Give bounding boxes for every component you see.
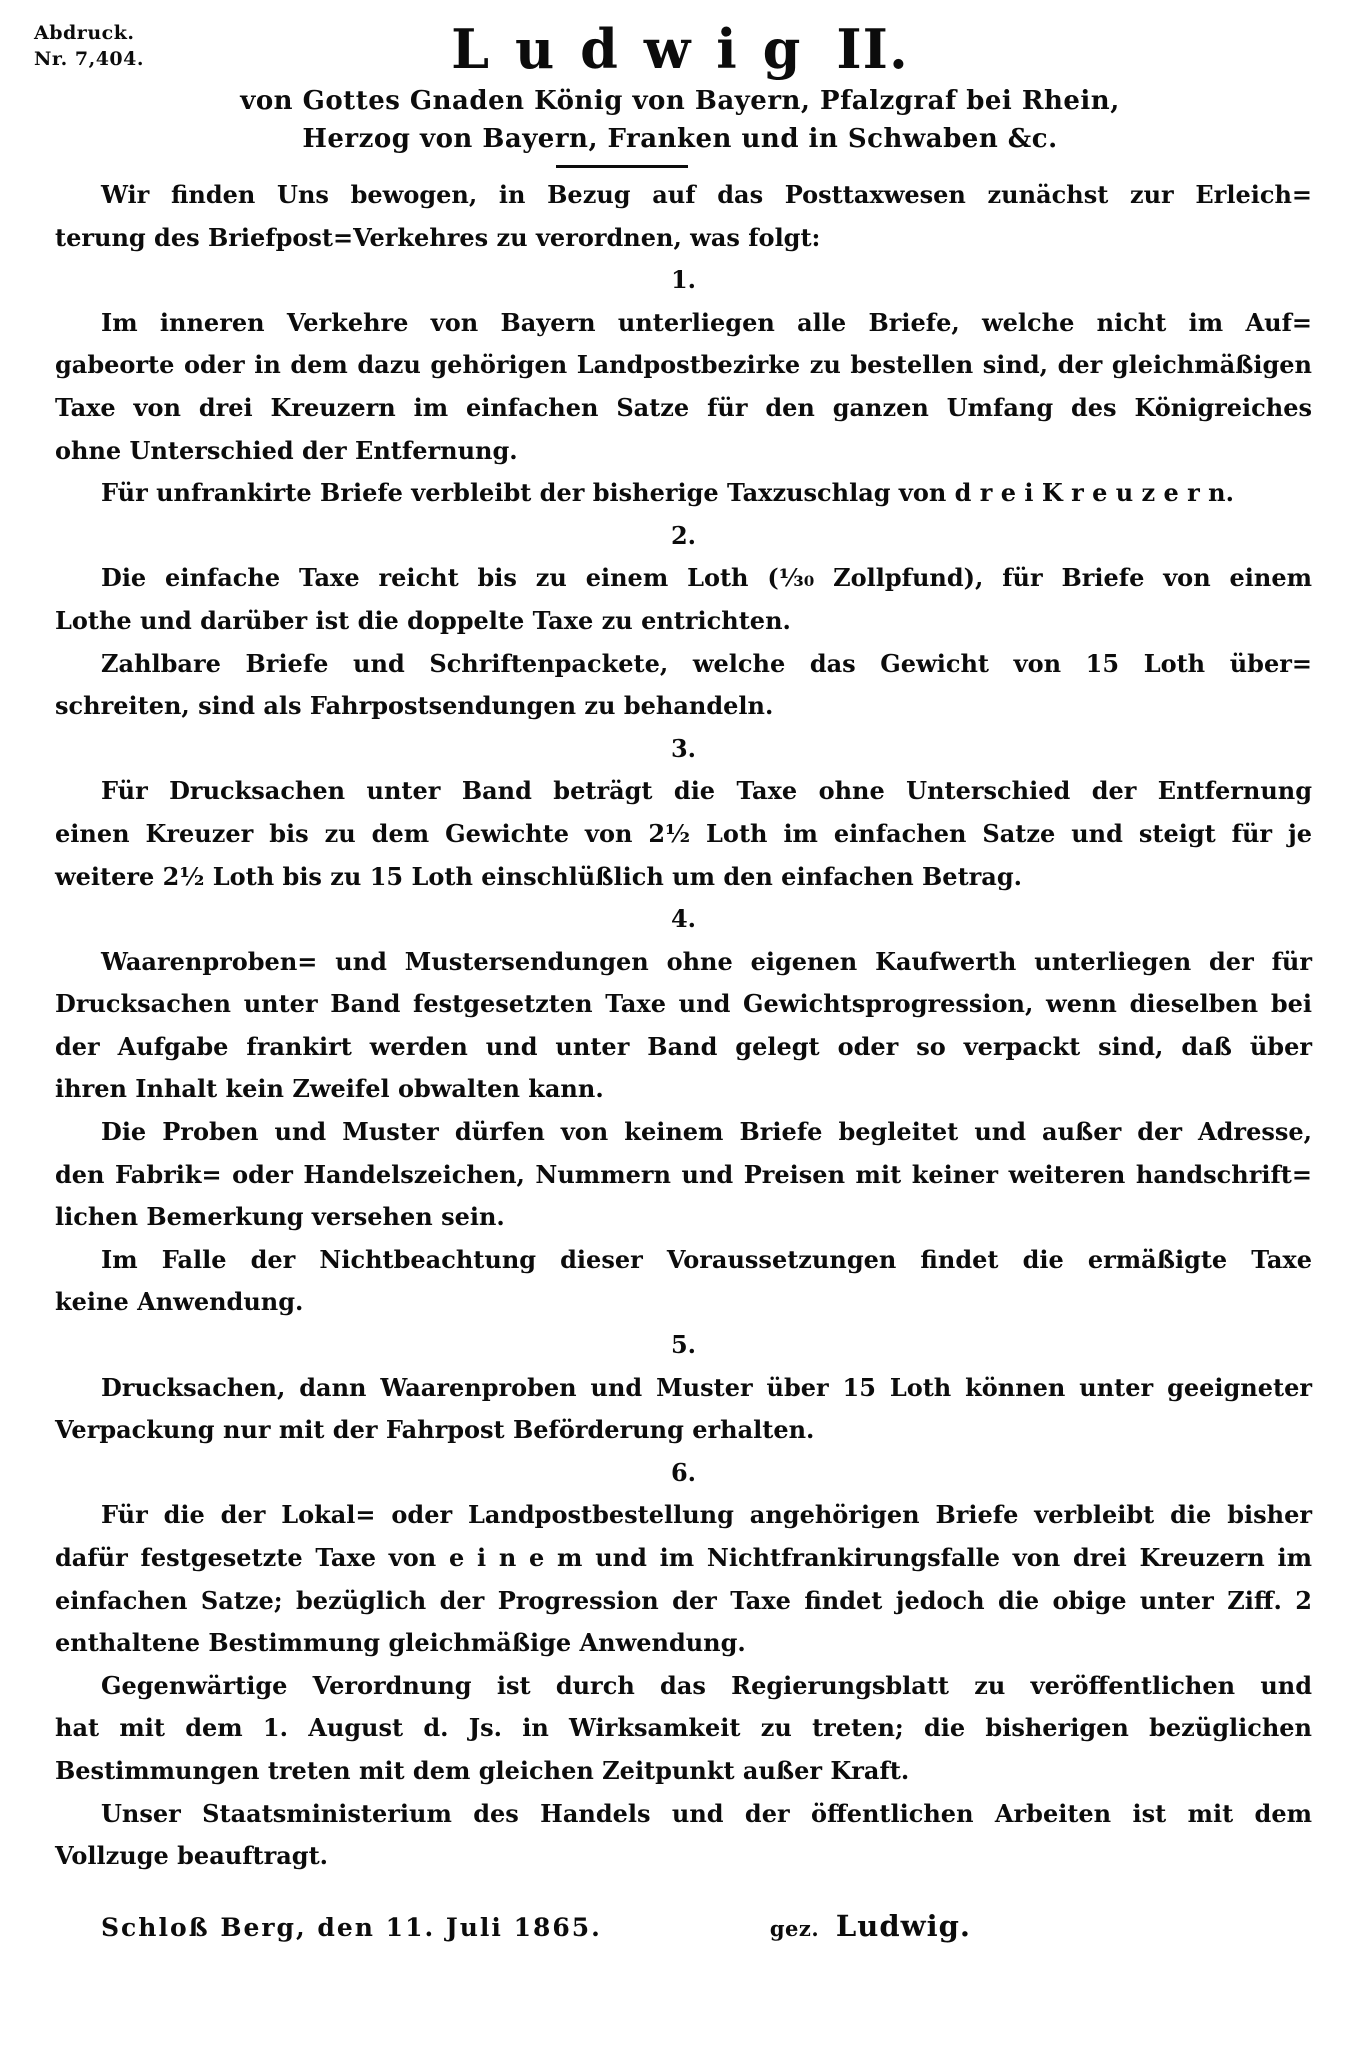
- paragraph-line: Für die der Lokal= oder Landpostbestellung angehörigen Briefe verbleibt die bisher: [101, 1500, 1312, 1530]
- paragraph-line: hat mit dem 1. August d. Js. in Wirksamkeit zu treten; die bisherigen bezüglichen: [55, 1713, 1312, 1743]
- paragraph-line: Wir finden Uns bewogen, in Bezug auf das Posttaxwesen zunächst zur Erleich=: [101, 180, 1312, 209]
- paragraph-line: schreiten, sind als Fahrpostsendungen zu behandeln.: [55, 691, 774, 721]
- paragraph-line: Zahlbare Briefe und Schriftenpackete, welche das Gewicht von 15 Loth über=: [101, 648, 1312, 678]
- document-header: [0, 0, 1360, 168]
- paragraph-line: Verpackung nur mit der Fahrpost Beförderung erhalten.: [55, 1415, 815, 1445]
- title-name: Ludwig: [451, 17, 827, 81]
- paragraph-line: einen Kreuzer bis zu dem Gewichte von 2½ Loth im einfachen Satze und steigt für je: [55, 818, 1312, 848]
- paragraph-line: Taxe von drei Kreuzern im einfachen Satze für den ganzen Umfang des Königreiches: [55, 392, 1312, 422]
- title-numeral: II.: [836, 17, 909, 81]
- paragraph-line: ohne Unterschied der Entfernung.: [55, 435, 518, 465]
- paragraph-line: Die einfache Taxe reicht bis zu einem Loth (¹⁄₃₀ Zollpfund), für Briefe von einem: [101, 563, 1312, 593]
- paragraph-line: Drucksachen unter Band festgesetzten Taxe und Gewichtsprogression, wenn dieselben bei: [55, 989, 1312, 1019]
- paragraph-line: Im inneren Verkehre von Bayern unterliegen alle Briefe, welche nicht im Auf=: [101, 307, 1312, 337]
- signature-name: Ludwig.: [835, 1908, 971, 1943]
- section-number: 5.: [670, 1330, 697, 1360]
- paragraph-line: Lothe und darüber ist die doppelte Taxe zu entrichten.: [55, 605, 791, 635]
- paragraph-line: terung des Briefpost=Verkehres zu verordnen, was folgt:: [55, 222, 821, 252]
- paragraph-line: Vollzuge beauftragt.: [55, 1841, 329, 1871]
- subtitle-line-1: von Gottes Gnaden König von Bayern, Pfalzgraf bei Rhein,: [240, 86, 1120, 116]
- paragraph-line: Für Drucksachen unter Band beträgt die Taxe ohne Unterschied der Entfernung: [101, 776, 1312, 806]
- paragraph-line: Waarenproben= und Mustersendungen ohne eigenen Kaufwerth unterliegen der für: [101, 946, 1312, 976]
- document-body: [55, 174, 1312, 1878]
- paragraph-line: Gegenwärtige Verordnung ist durch das Regierungsblatt zu veröffentlichen und: [101, 1670, 1312, 1700]
- paragraph: [55, 472, 1312, 515]
- paragraph-line: Drucksachen, dann Waarenproben und Muster über 15 Loth können unter geeigneter: [101, 1372, 1312, 1402]
- signature-row: [55, 1904, 1312, 1951]
- paragraph: [55, 174, 1312, 259]
- paragraph: [55, 557, 1312, 642]
- paragraph-line: weitere 2½ Loth bis zu 15 Loth einschlüßlich um den einfachen Betrag.: [55, 861, 1022, 891]
- print-stamp: [34, 20, 144, 72]
- paragraph: [55, 1239, 1312, 1324]
- paragraph-line: den Fabrik= oder Handelszeichen, Nummern und Preisen mit keiner weiteren handschrift=: [55, 1159, 1312, 1189]
- paragraph: [55, 643, 1312, 728]
- place-and-date: Schloß Berg, den 11. Juli 1865.: [101, 1912, 602, 1942]
- paragraph: [55, 1111, 1312, 1239]
- paragraph: [55, 770, 1312, 898]
- paragraph-line: Bestimmungen treten mit dem gleichen Zeitpunkt außer Kraft.: [55, 1755, 910, 1785]
- signature-prefix: gez.: [769, 1915, 820, 1941]
- section-number: 3.: [670, 733, 697, 763]
- paragraph-line: Unser Staatsministerium des Handels und der öffentlichen Arbeiten ist mit dem: [101, 1798, 1312, 1828]
- paragraph-line: lichen Bemerkung versehen sein.: [55, 1202, 505, 1232]
- section-number: 2.: [670, 520, 697, 550]
- paragraph: [55, 302, 1312, 472]
- subtitle-divider: [556, 165, 688, 168]
- paragraph-line: dafür festgesetzte Taxe von e i n e m und im Nichtfrankirungsfalle von drei Kreuzern im: [55, 1543, 1312, 1572]
- paragraph-line: ihren Inhalt kein Zweifel obwalten kann.: [55, 1074, 604, 1104]
- paragraph-line: enthaltene Bestimmung gleichmäßige Anwendung.: [55, 1628, 746, 1658]
- document-title: [0, 16, 1360, 82]
- stamp-line-number: Nr. 7,404.: [34, 48, 144, 70]
- section-number: 4.: [670, 904, 697, 934]
- paragraph: [55, 1367, 1312, 1452]
- signature-group: [770, 1904, 971, 1951]
- section-number: 1.: [670, 265, 697, 295]
- paragraph-line: keine Anwendung.: [55, 1287, 304, 1317]
- paragraph-line: der Aufgabe frankirt werden und unter Band gelegt oder so verpackt sind, daß über: [55, 1031, 1312, 1061]
- paragraph: [55, 1665, 1312, 1793]
- paragraph: [55, 941, 1312, 1111]
- paragraph: [55, 1494, 1312, 1664]
- paragraph-line: gabeorte oder in dem dazu gehörigen Landpostbezirke zu bestellen sind, der gleichmäßigen: [55, 350, 1312, 380]
- subtitle-line-2: Herzog von Bayern, Franken und in Schwaben &c.: [302, 124, 1058, 154]
- paragraph-line: Die Proben und Muster dürfen von keinem Briefe begleitet und außer der Adresse,: [101, 1117, 1312, 1147]
- paragraph: [55, 1793, 1312, 1878]
- paragraph-line: Im Falle der Nichtbeachtung dieser Voraussetzungen findet die ermäßigte Taxe: [101, 1244, 1312, 1274]
- section-number: 6.: [670, 1457, 697, 1487]
- paragraph-line: einfachen Satze; bezüglich der Progression der Taxe findet jedoch die obige unter Ziff. 2: [55, 1585, 1312, 1615]
- paragraph-line: Für unfrankirte Briefe verbleibt der bisherige Taxzuschlag von d r e i K r e u z e r n.: [101, 478, 1234, 508]
- stamp-line-abdruck: Abdruck.: [34, 22, 135, 44]
